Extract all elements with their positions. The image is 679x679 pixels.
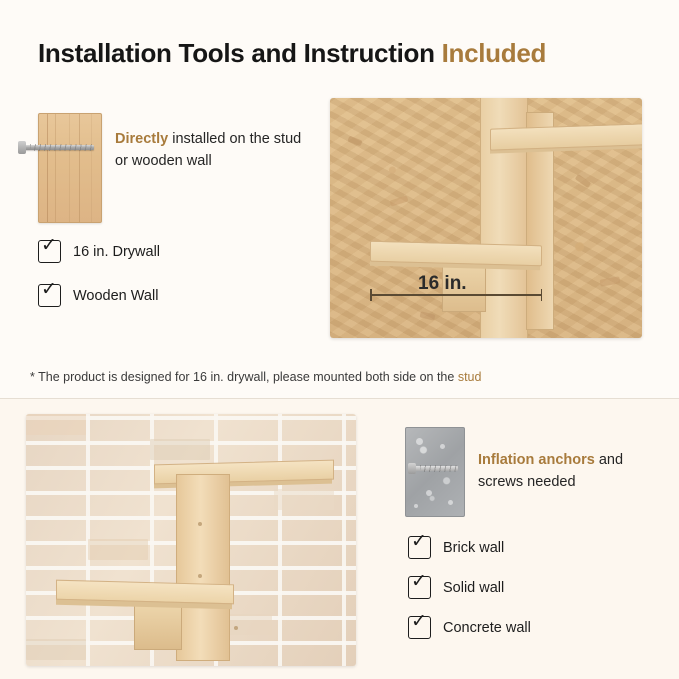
anchor-highlight: Inflation anchors — [478, 452, 595, 468]
checkbox-brick-wall[interactable] — [408, 530, 431, 559]
directly-installed-text — [115, 128, 305, 172]
brick-vertical-board — [176, 474, 230, 661]
top-section — [0, 88, 679, 398]
checkbox-concrete-wall[interactable] — [408, 610, 431, 639]
checklist-label-brick-wall: Brick wall — [443, 539, 505, 556]
checkbox-drywall[interactable] — [38, 234, 61, 263]
checklist-label-solid-wall: Solid wall — [443, 579, 505, 596]
page-title — [38, 38, 546, 69]
anchor-screw-head-icon — [408, 463, 416, 474]
dimension-label: 16 in. — [418, 273, 467, 294]
checklist-item-wooden-wall[interactable] — [38, 278, 159, 307]
mid-shelf — [370, 241, 542, 267]
inflation-anchor-photo — [405, 427, 465, 517]
page-title-main: Installation Tools and Instruction — [38, 38, 442, 68]
footnote-highlight: stud — [457, 370, 482, 384]
checklist-item-concrete-wall[interactable] — [408, 610, 531, 639]
screw-threads-icon — [30, 144, 92, 151]
checklist-item-solid-wall[interactable] — [408, 570, 505, 599]
checklist-label-drywall: 16 in. Drywall — [73, 243, 161, 260]
checklist-item-brick-wall[interactable] — [408, 530, 505, 559]
brick-wall-photo — [26, 414, 356, 666]
page-title-accent: Included — [441, 38, 547, 68]
footnote — [30, 370, 481, 384]
check-icon: ✓ — [41, 234, 57, 256]
checkbox-solid-wall[interactable] — [408, 570, 431, 599]
anchor-screw-threads-icon — [420, 465, 458, 472]
checklist-label-wooden-wall: Wooden Wall — [73, 287, 159, 304]
footnote-text: * The product is designed for 16 in. drywall, please mounted both side on the — [30, 370, 458, 384]
checklist-item-drywall[interactable] — [38, 234, 161, 263]
check-icon: ✓ — [411, 570, 427, 592]
directly-highlight: Directly — [115, 131, 169, 147]
checklist-label-concrete-wall: Concrete wall — [443, 619, 531, 636]
check-icon: ✓ — [41, 278, 57, 300]
checkbox-wooden-wall[interactable] — [38, 278, 61, 307]
bottom-section — [0, 399, 679, 679]
inflation-anchor-text — [478, 449, 663, 493]
screw-head-icon — [18, 141, 26, 154]
anchor-rest: and screws needed — [478, 452, 624, 490]
directly-rest: installed on the stud or wooden wall — [115, 131, 302, 169]
check-icon: ✓ — [411, 610, 427, 632]
check-icon: ✓ — [411, 530, 427, 552]
osb-wall-photo — [330, 98, 642, 338]
stud-board-illustration — [38, 113, 102, 223]
